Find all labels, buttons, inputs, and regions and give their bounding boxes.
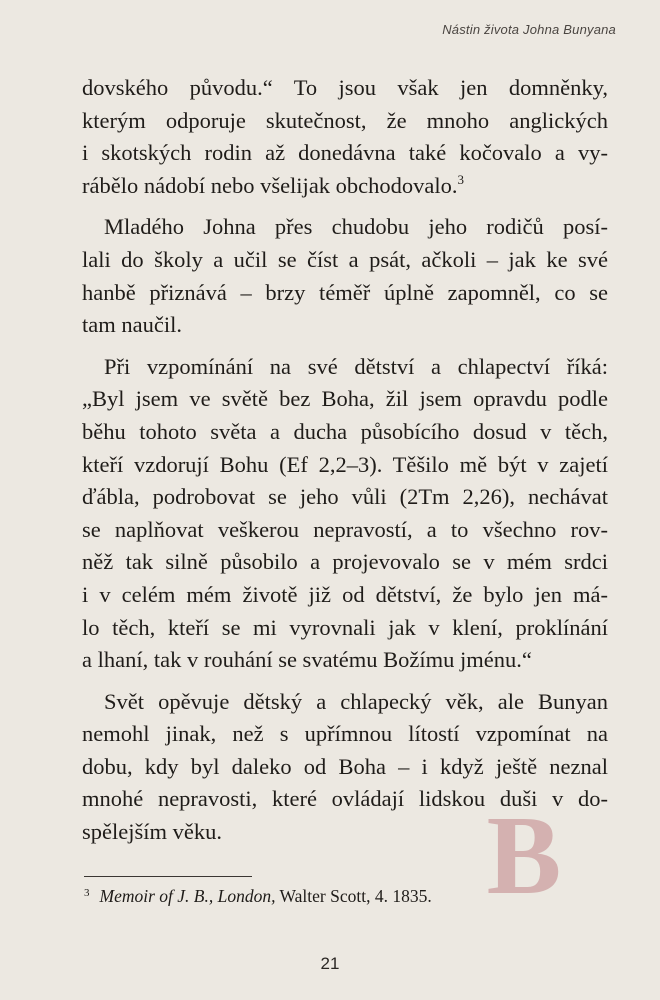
text-line-content: rábělo nádobí nebo všelijak obchodovalo. (82, 172, 458, 198)
text-line: Svět opěvuje dětský a chlapecký věk, ale Bunyan (104, 688, 608, 714)
text-line: ďábla, podrobovat se jeho vůli (2Tm 2,26), nechávat (82, 484, 608, 510)
text-line: a lhaní, tak v rouhání se svatému Božímu jménu.“ (82, 647, 532, 673)
paragraph-2 (82, 211, 608, 341)
text-line: lali do školy a učil se číst a psát, ačkoli – jak ke své (82, 246, 608, 272)
text-line: „Byl jsem ve světě bez Boha, žil jsem opravdu podle (82, 386, 608, 412)
paragraph-1 (82, 72, 608, 202)
text-line: tam naučil. (82, 312, 182, 338)
text-line: spělejším věku. (82, 819, 222, 845)
text-line: dovského původu.“ To jsou však jen domněnky, (82, 75, 608, 100)
text-line: lo těch, kteří se mi vyrovnali jak v klení, proklínání (82, 614, 608, 640)
body-text (82, 72, 608, 858)
footnote-mark: 3 (84, 887, 90, 899)
text-line: dobu, kdy byl daleko od Boha – i když ještě neznal (82, 753, 608, 779)
running-header: Nástin života Johna Bunyana (442, 22, 616, 37)
footnote-title: Memoir of J. B., London, (99, 886, 276, 906)
text-line: mnohé nepravosti, které ovládají lidskou duši v do- (82, 786, 608, 812)
footnote-divider (84, 876, 252, 877)
paragraph-3 (82, 351, 608, 677)
text-line: něž tak silně působilo a projevovalo se v mém srdci (82, 549, 608, 575)
text-line: Při vzpomínání na své dětství a chlapectví říká: (104, 353, 608, 379)
text-line: hanbě přiznává – brzy téměř úplně zapomněl, co se (82, 279, 608, 305)
text-line: nemohl jinak, než s upřímnou lítostí vzpomínat na (82, 721, 608, 747)
text-line: se naplňovat veškerou nepravostí, a to všechno rov- (82, 516, 608, 542)
watermark-logo: B (486, 794, 562, 918)
text-line: běhu tohoto světa a ducha působícího dosud v těch, (82, 418, 608, 444)
text-line: i skotských rodin až donedávna také kočovalo a vy- (82, 140, 608, 166)
text-line (82, 170, 608, 203)
text-line: Mladého Johna přes chudobu jeho rodičů posí- (104, 214, 608, 240)
footnote-rest: Walter Scott, 4. 1835. (275, 886, 432, 906)
page-number: 21 (320, 954, 340, 973)
footnote-reference: 3 (457, 171, 465, 187)
text-line: kterým odporuje skutečnost, že mnoho anglických (82, 107, 608, 133)
text-line: kteří vzdorují Bohu (Ef 2,2–3). Těšilo mě být v zajetí (82, 451, 608, 477)
footnote (84, 886, 432, 907)
text-line: i v celém mém životě již od dětství, že bylo jen má- (82, 581, 608, 607)
